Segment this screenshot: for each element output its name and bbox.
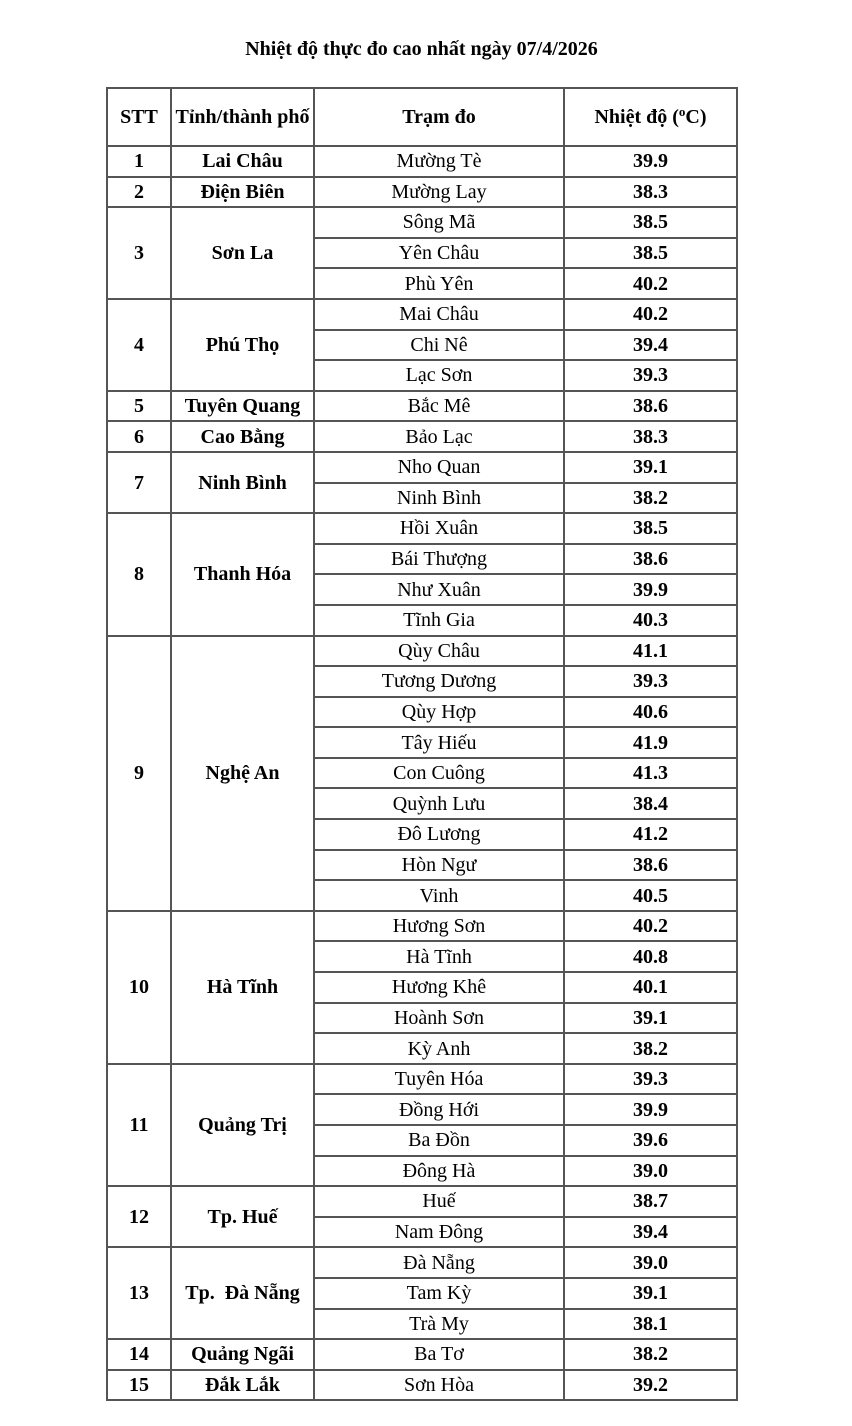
degree-symbol: o xyxy=(678,104,686,119)
station-cell: Tĩnh Gia xyxy=(314,605,564,636)
station-cell: Sông Mã xyxy=(314,207,564,238)
temperature-cell: 39.0 xyxy=(564,1247,737,1278)
temperature-cell: 39.1 xyxy=(564,1278,737,1309)
header-temperature-unit: C) xyxy=(685,106,707,128)
station-cell: Hòn Ngư xyxy=(314,850,564,881)
station-cell: Qùy Hợp xyxy=(314,697,564,728)
station-cell: Mai Châu xyxy=(314,299,564,330)
station-cell: Hoành Sơn xyxy=(314,1003,564,1034)
temperature-cell: 39.4 xyxy=(564,330,737,361)
station-cell: Huế xyxy=(314,1186,564,1217)
province-cell: Tp. Đà Nẵng xyxy=(171,1247,314,1339)
province-cell: Tuyên Quang xyxy=(171,391,314,422)
temperature-cell: 39.9 xyxy=(564,1094,737,1125)
temperature-cell: 39.1 xyxy=(564,452,737,483)
province-cell: Điện Biên xyxy=(171,177,314,208)
station-cell: Tuyên Hóa xyxy=(314,1064,564,1095)
station-cell: Phù Yên xyxy=(314,268,564,299)
station-cell: Đồng Hới xyxy=(314,1094,564,1125)
temperature-cell: 39.9 xyxy=(564,146,737,177)
temperature-cell: 39.3 xyxy=(564,360,737,391)
temperature-cell: 39.2 xyxy=(564,1370,737,1401)
temperature-cell: 38.2 xyxy=(564,483,737,514)
temperature-cell: 38.6 xyxy=(564,544,737,575)
province-cell: Quảng Trị xyxy=(171,1064,314,1186)
table-row xyxy=(107,911,737,942)
stt-cell: 11 xyxy=(107,1064,171,1186)
station-cell: Hồi Xuân xyxy=(314,513,564,544)
station-cell: Đà Nẵng xyxy=(314,1247,564,1278)
station-cell: Quỳnh Lưu xyxy=(314,788,564,819)
stt-cell: 5 xyxy=(107,391,171,422)
station-cell: Tây Hiếu xyxy=(314,727,564,758)
temperature-cell: 38.7 xyxy=(564,1186,737,1217)
province-cell: Nghệ An xyxy=(171,636,314,911)
station-cell: Mường Lay xyxy=(314,177,564,208)
stt-cell: 10 xyxy=(107,911,171,1064)
header-stt: STT xyxy=(107,88,171,146)
station-cell: Bảo Lạc xyxy=(314,421,564,452)
station-cell: Sơn Hòa xyxy=(314,1370,564,1401)
station-cell: Mường Tè xyxy=(314,146,564,177)
province-cell: Thanh Hóa xyxy=(171,513,314,635)
stt-cell: 2 xyxy=(107,177,171,208)
station-cell: Kỳ Anh xyxy=(314,1033,564,1064)
station-cell: Tam Kỳ xyxy=(314,1278,564,1309)
temperature-cell: 40.1 xyxy=(564,972,737,1003)
temperature-cell: 41.1 xyxy=(564,636,737,667)
province-cell: Hà Tĩnh xyxy=(171,911,314,1064)
province-cell: Phú Thọ xyxy=(171,299,314,391)
temperature-cell: 38.3 xyxy=(564,177,737,208)
document-title: Nhiệt độ thực đo cao nhất ngày 07/4/2026 xyxy=(245,38,598,60)
station-cell: Ninh Bình xyxy=(314,483,564,514)
temperature-cell: 38.4 xyxy=(564,788,737,819)
station-cell: Đô Lương xyxy=(314,819,564,850)
station-cell: Hương Sơn xyxy=(314,911,564,942)
header-temperature-label: Nhiệt độ ( xyxy=(594,106,679,128)
province-cell: Sơn La xyxy=(171,207,314,299)
stt-cell: 7 xyxy=(107,452,171,513)
table-row xyxy=(107,207,737,238)
temperature-cell: 41.9 xyxy=(564,727,737,758)
station-cell: Vinh xyxy=(314,880,564,911)
province-cell: Quảng Ngãi xyxy=(171,1339,314,1370)
temperature-cell: 38.5 xyxy=(564,238,737,269)
temperature-cell: 38.2 xyxy=(564,1033,737,1064)
table-row xyxy=(107,452,737,483)
province-cell: Cao Bằng xyxy=(171,421,314,452)
temperature-cell: 40.2 xyxy=(564,268,737,299)
temperature-cell: 38.3 xyxy=(564,421,737,452)
table-row xyxy=(107,177,737,208)
header-province: Tỉnh/thành phố xyxy=(171,88,314,146)
station-cell: Bắc Mê xyxy=(314,391,564,422)
stt-cell: 15 xyxy=(107,1370,171,1401)
stt-cell: 9 xyxy=(107,636,171,911)
temperature-cell: 39.3 xyxy=(564,666,737,697)
station-cell: Hương Khê xyxy=(314,972,564,1003)
stt-cell: 1 xyxy=(107,146,171,177)
table-row xyxy=(107,1247,737,1278)
table-header-row xyxy=(107,88,737,146)
stt-cell: 12 xyxy=(107,1186,171,1247)
temperature-cell: 39.3 xyxy=(564,1064,737,1095)
temperature-cell: 38.5 xyxy=(564,513,737,544)
table-row xyxy=(107,1339,737,1370)
temperature-cell: 38.6 xyxy=(564,391,737,422)
stt-cell: 6 xyxy=(107,421,171,452)
temperature-cell: 40.5 xyxy=(564,880,737,911)
station-cell: Hà Tĩnh xyxy=(314,941,564,972)
temperature-cell: 40.6 xyxy=(564,697,737,728)
header-station: Trạm đo xyxy=(314,88,564,146)
station-cell: Chi Nê xyxy=(314,330,564,361)
province-cell: Lai Châu xyxy=(171,146,314,177)
station-cell: Nam Đông xyxy=(314,1217,564,1248)
temperature-cell: 41.2 xyxy=(564,819,737,850)
table-row xyxy=(107,1370,737,1401)
temperature-cell: 39.1 xyxy=(564,1003,737,1034)
province-cell: Tp. Huế xyxy=(171,1186,314,1247)
table-row xyxy=(107,1186,737,1217)
temperature-cell: 40.2 xyxy=(564,911,737,942)
temperature-cell: 39.6 xyxy=(564,1125,737,1156)
stt-cell: 4 xyxy=(107,299,171,391)
province-cell: Ninh Bình xyxy=(171,452,314,513)
table-row xyxy=(107,299,737,330)
station-cell: Trà My xyxy=(314,1309,564,1340)
station-cell: Con Cuông xyxy=(314,758,564,789)
table-row xyxy=(107,391,737,422)
table-row xyxy=(107,146,737,177)
table-row xyxy=(107,636,737,667)
stt-cell: 3 xyxy=(107,207,171,299)
stt-cell: 14 xyxy=(107,1339,171,1370)
station-cell: Nho Quan xyxy=(314,452,564,483)
temperature-cell: 40.2 xyxy=(564,299,737,330)
temperature-cell: 40.3 xyxy=(564,605,737,636)
station-cell: Qùy Châu xyxy=(314,636,564,667)
header-temperature xyxy=(564,88,737,146)
temperature-cell: 39.9 xyxy=(564,574,737,605)
table-body xyxy=(107,146,737,1400)
temperature-cell: 40.8 xyxy=(564,941,737,972)
station-cell: Ba Đồn xyxy=(314,1125,564,1156)
temperature-cell: 39.4 xyxy=(564,1217,737,1248)
station-cell: Như Xuân xyxy=(314,574,564,605)
table-row xyxy=(107,1064,737,1095)
temperature-cell: 38.6 xyxy=(564,850,737,881)
station-cell: Yên Châu xyxy=(314,238,564,269)
temperature-table xyxy=(106,87,738,1401)
station-cell: Lạc Sơn xyxy=(314,360,564,391)
table-row xyxy=(107,513,737,544)
table-row xyxy=(107,421,737,452)
temperature-cell: 38.2 xyxy=(564,1339,737,1370)
temperature-cell: 38.5 xyxy=(564,207,737,238)
temperature-cell: 39.0 xyxy=(564,1156,737,1187)
station-cell: Đông Hà xyxy=(314,1156,564,1187)
province-cell: Đắk Lắk xyxy=(171,1370,314,1401)
stt-cell: 8 xyxy=(107,513,171,635)
stt-cell: 13 xyxy=(107,1247,171,1339)
station-cell: Bái Thượng xyxy=(314,544,564,575)
station-cell: Ba Tơ xyxy=(314,1339,564,1370)
temperature-cell: 38.1 xyxy=(564,1309,737,1340)
temperature-cell: 41.3 xyxy=(564,758,737,789)
station-cell: Tương Dương xyxy=(314,666,564,697)
